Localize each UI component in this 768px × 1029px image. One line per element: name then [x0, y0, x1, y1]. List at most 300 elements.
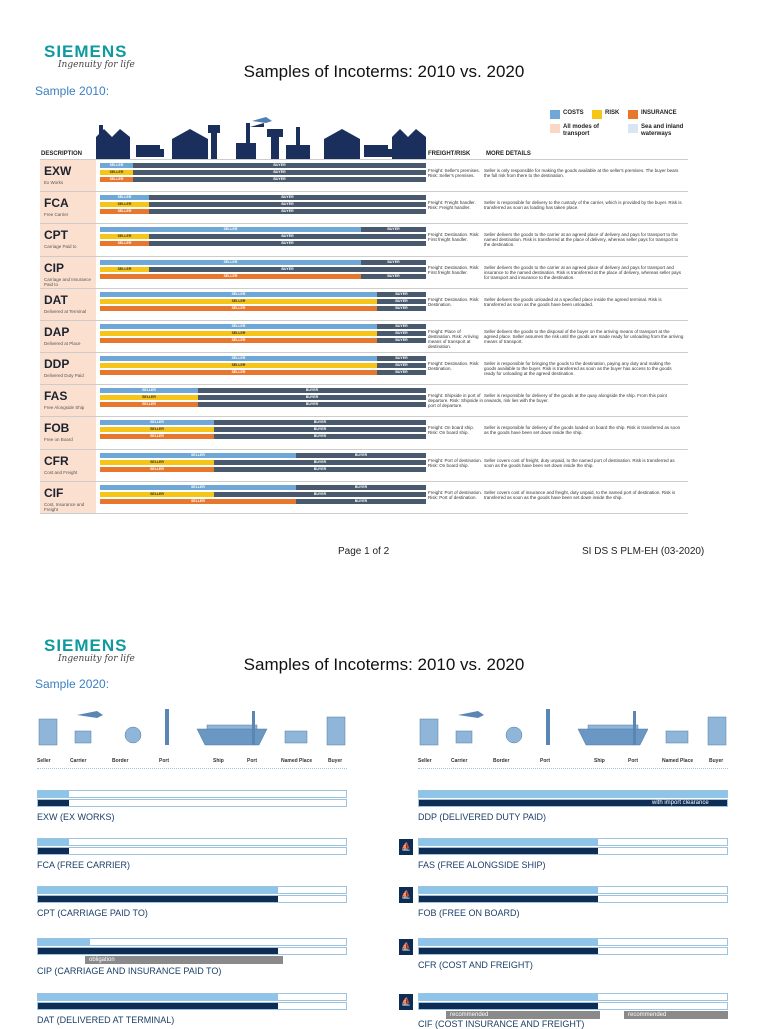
document-id: SI DS S PLM-EH (03-2020): [582, 546, 705, 557]
buyer-bar: [296, 499, 426, 504]
legend-insurance: [628, 110, 677, 119]
details-text: Seller delivers the goods unloaded at a specified place inside the agreed terminal. Risk is transferred as soon as the goods have been unloaded.: [484, 297, 662, 307]
seller-label: SELLER: [150, 434, 164, 438]
incoterm-label: CPT (CARRIAGE PAID TO): [37, 908, 148, 918]
details-text: Seller delivers the goods to the carrier at an agreed place of delivery and pays for transport to the named destination. Risk is transferred at the place of delivery, whereas seller pays for transport to the destination.: [484, 232, 679, 247]
code-cell: [40, 450, 96, 482]
cost-lane: [418, 938, 728, 946]
risk-fill: [38, 1003, 278, 1009]
seller-bar: [100, 170, 133, 175]
buyer-bar: [133, 177, 426, 182]
incoterm-row-cif: [40, 481, 688, 514]
buyer-bar: [214, 460, 426, 465]
seller-label: SELLER: [150, 467, 164, 471]
buyer-bar: [361, 274, 426, 279]
timeline-stop: Border: [493, 758, 510, 764]
seller-bar: [100, 209, 149, 214]
seller-bar: [100, 427, 214, 432]
buyer-label: BUYER: [395, 292, 408, 296]
seller-label: SELLER: [223, 274, 238, 278]
header-freight: FREIGHT/RISK: [428, 151, 471, 157]
freight-risk-text: Freight: Destination. Risk: Destination.: [428, 361, 480, 371]
buyer-bar: [214, 467, 426, 472]
seller-label: SELLER: [109, 163, 124, 167]
buyer-label: BUYER: [273, 177, 286, 181]
code-cell: [40, 192, 96, 224]
timeline-stop: Carrier: [70, 758, 87, 764]
page-number: Page 1 of 2: [338, 546, 390, 557]
cost-lane: [418, 790, 728, 798]
cost-fill: [419, 839, 598, 845]
buyer-label: BUYER: [354, 485, 368, 489]
seller-bar: [100, 177, 133, 182]
risk-fill: [38, 848, 69, 854]
cost-lane: [37, 938, 347, 946]
buyer-label: BUYER: [395, 331, 408, 335]
legend-swatch: [592, 110, 602, 119]
incoterm-name: Free Alongside Ship: [44, 405, 85, 410]
incoterm-label: FOB (FREE ON BOARD): [418, 908, 520, 918]
seller-bar: [100, 485, 296, 490]
transport-illustration: [96, 115, 426, 160]
incoterm-code: DDP: [44, 357, 70, 371]
cost-lane: [418, 886, 728, 894]
incoterm-row-fca: [40, 191, 688, 224]
timeline-rule: [37, 768, 347, 769]
transport-illustration-right: [418, 705, 730, 755]
incoterm-label: CIP (CARRIAGE AND INSURANCE PAID TO): [37, 966, 222, 976]
seller-bar: [100, 267, 149, 272]
buyer-bar: [198, 402, 426, 407]
sample-label: Sample 2010:: [35, 84, 110, 98]
buyer-label: BUYER: [281, 195, 294, 199]
seller-label: SELLER: [150, 427, 164, 431]
cost-lane: [37, 790, 347, 798]
timeline-stop: Named Place: [662, 758, 694, 764]
incoterm-code: CIF: [44, 486, 64, 500]
seller-label: SELLER: [142, 402, 156, 406]
buyer-label: BUYER: [281, 267, 294, 271]
seller-bar: [100, 306, 377, 311]
buyer-label: BUYER: [313, 434, 327, 438]
details-text: Seller covers cost of freight, duty unpaid, to the named port of destination. Risk is transferred as soon as the goods have been set down inside the ship.: [484, 458, 675, 468]
sample-label-2020: Sample 2020:: [35, 677, 110, 691]
legend-risk: [592, 110, 619, 119]
incoterm-code: CFR: [44, 454, 69, 468]
risk-fill: [38, 800, 69, 806]
seller-label: SELLER: [231, 356, 246, 360]
seller-bar: [100, 260, 361, 265]
seller-bar: [100, 163, 133, 168]
buyer-label: BUYER: [395, 299, 408, 303]
freight-risk-text: Freight: Seller's premises. Risk: Seller's premises.: [428, 168, 480, 178]
buyer-label: BUYER: [395, 363, 408, 367]
risk-lane: [37, 947, 347, 955]
incoterm-label: CFR (COST AND FREIGHT): [418, 960, 533, 970]
seller-label: SELLER: [117, 202, 132, 206]
seller-label: SELLER: [231, 331, 246, 335]
seller-label: SELLER: [117, 209, 132, 213]
code-cell: [40, 224, 96, 256]
timeline-stop: Ship: [594, 758, 605, 764]
incoterm-label: DAT (DELIVERED AT TERMINAL): [37, 1015, 175, 1025]
header-description: DESCRIPTION: [41, 151, 83, 157]
seller-label: SELLER: [231, 324, 246, 328]
table-bottom-rule: [40, 513, 688, 514]
code-cell: [40, 417, 96, 449]
cost-lane: [418, 838, 728, 846]
logo-tagline: Ingenuity for life: [58, 654, 135, 664]
buyer-bar: [149, 267, 426, 272]
details-text: Seller delivers the goods to the carrier at an agreed place of delivery and pays for transport and insurance to the named destination. Risk is transferred at the place of delivery, whereas seller pays for transport and insurance to the destination.: [484, 265, 682, 280]
cost-lane: [37, 886, 347, 894]
cost-fill: [38, 994, 278, 1000]
incoterm-name: Carriage Paid to: [44, 244, 77, 249]
seller-bar: [100, 370, 377, 375]
seller-bar: [100, 395, 198, 400]
timeline-stop: Port: [247, 758, 257, 764]
incoterm-row-dat: [40, 288, 688, 321]
details-text: Seller is only responsible for making the goods available at the seller's premises. The buyer bears the full risk from there to the destination.: [484, 168, 679, 178]
buyer-label: BUYER: [354, 499, 368, 503]
legend-all-modes: [550, 124, 610, 138]
seller-bar: [100, 402, 198, 407]
ship-icon: ⛵: [399, 839, 413, 855]
seller-label: SELLER: [191, 499, 205, 503]
risk-lane: [37, 895, 347, 903]
buyer-label: BUYER: [395, 306, 408, 310]
buyer-bar: [149, 234, 426, 239]
incoterm-name: Cost and Freight: [44, 470, 78, 475]
risk-fill: [419, 1003, 598, 1009]
seller-bar: [100, 492, 214, 497]
buyer-label: BUYER: [313, 492, 327, 496]
seller-bar: [100, 467, 214, 472]
buyer-label: BUYER: [281, 241, 294, 245]
incoterm-row-cpt: [40, 223, 688, 256]
seller-label: SELLER: [191, 485, 205, 489]
cost-lane: [37, 993, 347, 1001]
freight-risk-text: Freight: Port of destination. Risk: On board ship.: [428, 458, 483, 468]
buyer-label: BUYER: [305, 388, 319, 392]
legend-swatch: [550, 124, 560, 133]
seller-bar: [100, 460, 214, 465]
ship-icon: ⛵: [399, 939, 413, 955]
incoterm-code: FCA: [44, 196, 69, 210]
code-cell: [40, 353, 96, 385]
buyer-bar: [149, 195, 426, 200]
buyer-bar: [377, 356, 426, 361]
details-text: Seller covers cost of insurance and freight, duty unpaid, to the named port of destination. Risk is transferred as soon as the goods have been set down inside the ship.: [484, 490, 676, 500]
buyer-bar: [377, 338, 426, 343]
freight-risk-text: Freight: Shipside in port of departure. Risk: Shipside in port of departure.: [428, 393, 484, 408]
buyer-label: BUYER: [313, 427, 327, 431]
buyer-label: BUYER: [395, 356, 408, 360]
incoterm-code: DAP: [44, 325, 70, 339]
risk-lane: [37, 847, 347, 855]
risk-fill: [38, 948, 278, 954]
freight-risk-text: Freight: Destination. Risk: First freight handler.: [428, 265, 480, 275]
details-text: Seller is responsible for delivery of the goods at the quay alongside the ship. From this point onwards, risk lies with the buyer.: [484, 393, 667, 403]
buyer-label: BUYER: [387, 274, 400, 278]
incoterm-row-cip: [40, 256, 688, 289]
cost-fill: [419, 887, 598, 893]
incoterm-code: CPT: [44, 228, 68, 242]
ship-icon: ⛵: [399, 994, 413, 1010]
page-title-2: Samples of Incoterms: 2010 vs. 2020: [243, 655, 525, 674]
incoterm-row-fas: [40, 384, 688, 417]
buyer-label: BUYER: [395, 338, 408, 342]
incoterm-name: Delivered at Terminal: [44, 309, 87, 314]
timeline-stop: Named Place: [281, 758, 313, 764]
details-text: Seller is responsible for delivery of the goods loaded on board the ship. Risk is transferred as soon as the goods have been set down inside the ship.: [484, 425, 681, 435]
incoterm-row-cfr: [40, 449, 688, 482]
freight-risk-text: Freight: Freight handler. Risk: Freight handler.: [428, 200, 476, 210]
legend-label: All modes of transport: [563, 124, 600, 137]
seller-bar: [100, 227, 361, 232]
term-note: obligation: [85, 956, 283, 964]
incoterm-code: EXW: [44, 164, 72, 178]
incoterm-label: EXW (EX WORKS): [37, 812, 115, 822]
incoterm-label: FCA (FREE CARRIER): [37, 860, 131, 870]
buyer-bar: [149, 202, 426, 207]
cost-fill: [38, 839, 69, 845]
seller-label: SELLER: [223, 227, 238, 231]
legend-label: Sea and inland waterways: [641, 124, 684, 137]
seller-bar: [100, 195, 149, 200]
term-note: recommended: [624, 1011, 728, 1019]
legend-swatch: [628, 124, 638, 133]
buyer-bar: [377, 370, 426, 375]
incoterm-label: CIF (COST INSURANCE AND FREIGHT): [418, 1019, 585, 1029]
buyer-bar: [149, 209, 426, 214]
logo-tagline: Ingenuity for life: [58, 60, 135, 70]
incoterm-name: Cost, Insurance and Freight: [44, 502, 85, 512]
seller-bar: [100, 420, 214, 425]
seller-label: SELLER: [231, 306, 246, 310]
code-cell: [40, 160, 96, 192]
timeline-rule: [418, 768, 728, 769]
risk-fill: [419, 848, 598, 854]
buyer-bar: [377, 292, 426, 297]
buyer-bar: [377, 331, 426, 336]
timeline-stop: Port: [540, 758, 550, 764]
incoterm-name: Free on Board: [44, 437, 73, 442]
timeline-stop: Carrier: [451, 758, 468, 764]
transport-illustration-left: [37, 705, 349, 755]
code-cell: [40, 482, 96, 514]
timeline-stop: Buyer: [328, 758, 343, 764]
buyer-bar: [377, 306, 426, 311]
legend-swatch: [550, 110, 560, 119]
freight-risk-text: Freight: Place of destination. Risk: Arriving means of transport at destination.: [428, 329, 479, 349]
cost-fill: [38, 887, 278, 893]
seller-bar: [100, 363, 377, 368]
seller-label: SELLER: [231, 299, 246, 303]
seller-label: SELLER: [117, 234, 132, 238]
timeline-stop: Seller: [37, 758, 51, 764]
cost-fill: [38, 791, 69, 797]
code-cell: [40, 321, 96, 353]
buyer-label: BUYER: [354, 453, 368, 457]
legend-label: RISK: [605, 110, 620, 116]
cost-fill: [419, 791, 727, 797]
risk-lane: [418, 1002, 728, 1010]
cost-lane: [418, 993, 728, 1001]
buyer-bar: [377, 363, 426, 368]
buyer-bar: [133, 163, 426, 168]
seller-bar: [100, 234, 149, 239]
risk-fill: [419, 948, 598, 954]
buyer-label: BUYER: [313, 460, 327, 464]
freight-risk-text: Freight: On board ship. Risk: On board ship.: [428, 425, 475, 435]
buyer-label: BUYER: [273, 163, 286, 167]
buyer-label: BUYER: [313, 420, 327, 424]
buyer-label: BUYER: [387, 260, 400, 264]
risk-lane: [418, 895, 728, 903]
risk-fill: [419, 896, 598, 902]
seller-bar: [100, 356, 377, 361]
buyer-bar: [214, 427, 426, 432]
code-cell: [40, 257, 96, 289]
seller-bar: [100, 453, 296, 458]
buyer-label: BUYER: [273, 170, 286, 174]
cost-fill: [419, 939, 598, 945]
buyer-bar: [296, 453, 426, 458]
seller-label: SELLER: [142, 388, 156, 392]
incoterm-name: Ex Works: [44, 180, 64, 185]
code-cell: [40, 385, 96, 417]
seller-bar: [100, 338, 377, 343]
term-note: with import clearance: [652, 800, 709, 806]
incoterm-label: DDP (DELIVERED DUTY PAID): [418, 812, 547, 822]
buyer-bar: [198, 388, 426, 393]
risk-fill: [38, 896, 278, 902]
timeline-stop: Ship: [213, 758, 224, 764]
seller-label: SELLER: [231, 292, 246, 296]
header-details: MORE DETAILS: [486, 151, 531, 157]
timeline-stop: Border: [112, 758, 129, 764]
freight-risk-text: Freight: Destination. Risk: Destination.: [428, 297, 480, 307]
timeline-stop: Seller: [418, 758, 432, 764]
legend-costs: [550, 110, 584, 119]
logo-brand: SIEMENS: [44, 42, 128, 61]
incoterm-code: FOB: [44, 421, 70, 435]
seller-bar: [100, 434, 214, 439]
cost-fill: [38, 939, 90, 945]
buyer-label: BUYER: [387, 227, 400, 231]
buyer-bar: [198, 395, 426, 400]
buyer-label: BUYER: [395, 324, 408, 328]
risk-lane: [418, 847, 728, 855]
details-text: Seller is responsible for delivery to the custody of the carrier, which is provided by the buyer. Risk is transferred as soon as loading has taken place.: [484, 200, 682, 210]
buyer-label: BUYER: [305, 395, 319, 399]
logo-brand: SIEMENS: [44, 636, 128, 655]
seller-bar: [100, 241, 149, 246]
incoterm-row-exw: [40, 159, 688, 192]
details-text: Seller delivers the goods to the disposal of the buyer on the arriving means of transport at the agreed place. Seller assumes the risk until the goods are made ready for unloading from the arriving means of transport.: [484, 329, 684, 344]
timeline-stop: Buyer: [709, 758, 724, 764]
seller-label: SELLER: [231, 338, 246, 342]
page-title: Samples of Incoterms: 2010 vs. 2020: [243, 62, 525, 81]
buyer-bar: [214, 492, 426, 497]
details-text: Seller is responsible for bringing the goods to the destination, paying any duty and making the goods available to the buyer. Risk is transferred as soon as the buyer has access to the goods ready for unloading at the agreed destination.: [484, 361, 672, 376]
freight-risk-text: Freight: Destination. Risk: First freight handler.: [428, 232, 480, 242]
buyer-label: BUYER: [281, 234, 294, 238]
incoterm-row-ddp: [40, 352, 688, 385]
seller-label: SELLER: [150, 420, 164, 424]
buyer-bar: [377, 324, 426, 329]
legend-label: COSTS: [563, 110, 584, 116]
seller-label: SELLER: [117, 241, 132, 245]
seller-label: SELLER: [150, 460, 164, 464]
seller-label: SELLER: [109, 177, 124, 181]
seller-label: SELLER: [231, 363, 246, 367]
seller-bar: [100, 299, 377, 304]
code-cell: [40, 289, 96, 321]
seller-label: SELLER: [117, 195, 132, 199]
legend-sea: [628, 124, 688, 138]
incoterm-name: Delivered Duty Paid: [44, 373, 84, 378]
seller-bar: [100, 388, 198, 393]
buyer-bar: [214, 434, 426, 439]
timeline-stop: Port: [159, 758, 169, 764]
incoterm-row-dap: [40, 320, 688, 353]
incoterm-label: FAS (FREE ALONGSIDE SHIP): [418, 860, 546, 870]
risk-lane: [418, 947, 728, 955]
risk-lane: [37, 799, 347, 807]
buyer-bar: [361, 260, 426, 265]
buyer-label: BUYER: [281, 202, 294, 206]
seller-bar: [100, 499, 296, 504]
incoterm-code: DAT: [44, 293, 68, 307]
cost-lane: [37, 838, 347, 846]
incoterm-name: Free Carrier: [44, 212, 69, 217]
seller-bar: [100, 202, 149, 207]
incoterm-row-fob: [40, 416, 688, 449]
buyer-label: BUYER: [313, 467, 327, 471]
buyer-bar: [296, 485, 426, 490]
seller-bar: [100, 274, 361, 279]
cost-fill: [419, 994, 598, 1000]
incoterm-code: FAS: [44, 389, 68, 403]
timeline-stop: Port: [628, 758, 638, 764]
buyer-bar: [214, 420, 426, 425]
incoterm-name: Delivered at Place: [44, 341, 81, 346]
freight-risk-text: Freight: Port of destination. Risk: Port of destination.: [428, 490, 483, 500]
buyer-label: BUYER: [395, 370, 408, 374]
buyer-bar: [361, 227, 426, 232]
legend-label: INSURANCE: [641, 110, 677, 116]
ship-icon: ⛵: [399, 887, 413, 903]
risk-lane: [37, 1002, 347, 1010]
seller-label: SELLER: [223, 260, 238, 264]
incoterm-name: Carriage and Insurance Paid to: [44, 277, 92, 287]
incoterm-code: CIP: [44, 261, 65, 275]
buyer-bar: [133, 170, 426, 175]
seller-label: SELLER: [231, 370, 246, 374]
seller-bar: [100, 324, 377, 329]
seller-label: SELLER: [109, 170, 124, 174]
buyer-bar: [149, 241, 426, 246]
seller-bar: [100, 292, 377, 297]
seller-bar: [100, 331, 377, 336]
seller-label: SELLER: [150, 492, 164, 496]
term-note: recommended: [446, 1011, 600, 1019]
buyer-label: BUYER: [281, 209, 294, 213]
buyer-label: BUYER: [305, 402, 319, 406]
seller-label: SELLER: [191, 453, 205, 457]
